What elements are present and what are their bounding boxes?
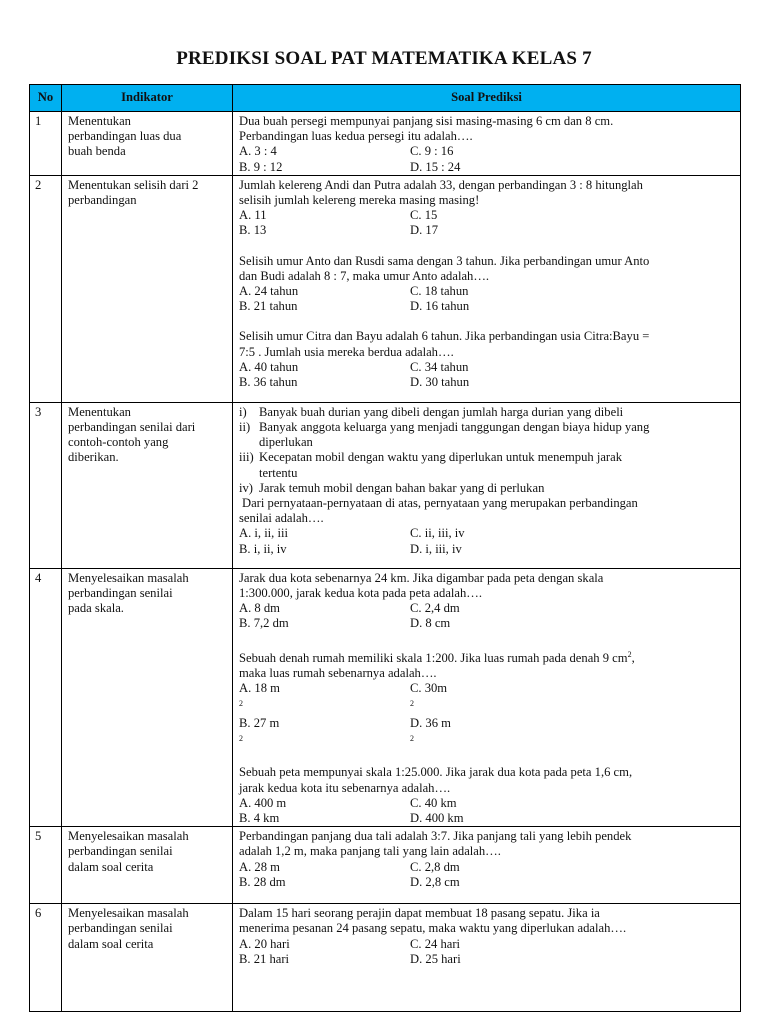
option-row bbox=[239, 284, 734, 299]
option-text: B. 27 m bbox=[239, 715, 280, 730]
option-text: D. 36 m bbox=[410, 715, 451, 730]
question-text: maka luas rumah sebenarnya adalah…. bbox=[239, 666, 437, 681]
option: C. 2,4 dm bbox=[410, 601, 460, 616]
row-number: 4 bbox=[30, 568, 62, 826]
question-text: jarak kedua kota itu sebenarnya adalah…. bbox=[239, 780, 451, 795]
option-text: A. 18 m bbox=[239, 681, 280, 696]
option-row bbox=[239, 360, 734, 375]
option: B. 21 tahun bbox=[239, 299, 298, 314]
indikator-line: buah benda bbox=[68, 144, 126, 159]
statement-item bbox=[239, 450, 734, 465]
indikator-line: perbandingan luas dua bbox=[68, 129, 182, 144]
option bbox=[239, 716, 410, 751]
indikator-line: contoh-contoh yang bbox=[68, 435, 169, 450]
option: B. 13 bbox=[239, 223, 267, 238]
option-row bbox=[239, 144, 734, 159]
page-title: PREDIKSI SOAL PAT MATEMATIKA KELAS 7 bbox=[176, 48, 592, 69]
option-row bbox=[239, 526, 734, 541]
option: A. 28 m bbox=[239, 859, 280, 874]
indikator-line: pada skala. bbox=[68, 601, 124, 616]
item-number: iv) bbox=[239, 480, 253, 495]
option: D. 15 : 24 bbox=[410, 159, 461, 174]
option-row bbox=[239, 375, 734, 390]
row-number: 5 bbox=[30, 827, 62, 904]
option-text: C. 30m bbox=[410, 681, 448, 696]
indikator-line: Menyelesaikan masalah bbox=[68, 570, 189, 585]
question-text: selisih jumlah kelereng mereka masing masing! bbox=[239, 193, 480, 208]
indikator-line: diberikan. bbox=[68, 450, 119, 465]
statement-item bbox=[239, 420, 734, 435]
option: D. 25 hari bbox=[410, 951, 461, 966]
indikator-line: dalam soal cerita bbox=[68, 859, 154, 874]
indikator-line: Menentukan bbox=[68, 404, 131, 419]
table-row-4 bbox=[30, 568, 741, 826]
header-indikator: Indikator bbox=[62, 85, 233, 112]
option: C. 2,8 dm bbox=[410, 859, 460, 874]
item-text: diperlukan bbox=[259, 435, 313, 450]
indikator-cell bbox=[62, 568, 233, 826]
option-row bbox=[239, 616, 734, 631]
item-number: i) bbox=[239, 404, 247, 419]
option bbox=[239, 681, 410, 716]
statement-item bbox=[239, 405, 734, 420]
indikator-cell bbox=[62, 402, 233, 568]
header-no: No bbox=[30, 85, 62, 112]
option: C. 18 tahun bbox=[410, 284, 469, 299]
question-text: Selisih umur Citra dan Bayu adalah 6 tahun. Jika perbandingan usia Citra:Bayu = bbox=[239, 329, 650, 344]
superscript: 2 bbox=[410, 699, 414, 709]
item-text: Kecepatan mobil dengan waktu yang diperlukan untuk menempuh jarak bbox=[259, 450, 623, 465]
table-row-5 bbox=[30, 827, 741, 904]
table-row-2 bbox=[30, 175, 741, 402]
question-text-part: Sebuah denah rumah memiliki skala 1:200. Jika luas rumah pada denah 9 cm bbox=[239, 650, 628, 665]
option: D. 30 tahun bbox=[410, 375, 470, 390]
soal-cell bbox=[233, 112, 741, 176]
soal-cell bbox=[233, 402, 741, 568]
option: B. 9 : 12 bbox=[239, 159, 283, 174]
option-row bbox=[239, 601, 734, 616]
question-text: Perbandingan luas kedua persegi itu adalah…. bbox=[239, 129, 473, 144]
row-number: 2 bbox=[30, 175, 62, 402]
superscript: 2 bbox=[410, 734, 414, 744]
table-row-1 bbox=[30, 112, 741, 176]
option: B. 21 hari bbox=[239, 951, 290, 966]
option-row bbox=[239, 952, 734, 967]
question-text: menerima pesanan 24 pasang sepatu, maka waktu yang diperlukan adalah…. bbox=[239, 921, 627, 936]
option: A. 400 m bbox=[239, 795, 287, 810]
row-number: 6 bbox=[30, 904, 62, 1012]
soal-cell bbox=[233, 568, 741, 826]
indikator-line: perbandingan senilai bbox=[68, 844, 173, 859]
header-soal: Soal Prediksi bbox=[233, 85, 741, 112]
option-row bbox=[239, 860, 734, 875]
indikator-line: perbandingan bbox=[68, 193, 137, 208]
soal-cell bbox=[233, 175, 741, 402]
indikator-cell bbox=[62, 112, 233, 176]
question-text: 7:5 . Jumlah usia mereka berdua adalah…. bbox=[239, 344, 454, 359]
superscript: 2 bbox=[239, 734, 243, 744]
indikator-line: dalam soal cerita bbox=[68, 936, 154, 951]
option bbox=[410, 716, 581, 751]
option: C. 9 : 16 bbox=[410, 144, 454, 159]
option: C. ii, iii, iv bbox=[410, 526, 465, 541]
option: A. 40 tahun bbox=[239, 359, 299, 374]
question-text bbox=[239, 647, 734, 666]
indikator-cell bbox=[62, 904, 233, 1012]
option bbox=[410, 681, 581, 716]
indikator-cell bbox=[62, 175, 233, 402]
option-row bbox=[239, 299, 734, 314]
question-text: Selisih umur Anto dan Rusdi sama dengan 3 tahun. Jika perbandingan umur Anto bbox=[239, 253, 650, 268]
option-row bbox=[239, 716, 734, 751]
option: B. 4 km bbox=[239, 811, 280, 826]
indikator-line: Menentukan bbox=[68, 114, 131, 128]
indikator-line: Menyelesaikan masalah bbox=[68, 906, 189, 921]
row-number: 1 bbox=[30, 112, 62, 176]
item-number: iii) bbox=[239, 450, 254, 465]
soal-cell bbox=[233, 827, 741, 904]
soal-cell bbox=[233, 904, 741, 1012]
option: D. 16 tahun bbox=[410, 299, 470, 314]
question-text: dan Budi adalah 8 : 7, maka umur Anto adalah…. bbox=[239, 268, 490, 283]
option: B. i, ii, iv bbox=[239, 541, 287, 556]
option: B. 36 tahun bbox=[239, 375, 298, 390]
question-text: Sebuah peta mempunyai skala 1:25.000. Jika jarak dua kota pada peta 1,6 cm, bbox=[239, 765, 633, 780]
question-text: Perbandingan panjang dua tali adalah 3:7. Jika panjang tali yang lebih pendek bbox=[239, 829, 632, 844]
question-text: adalah 1,2 m, maka panjang tali yang lain adalah…. bbox=[239, 844, 501, 859]
option: C. 24 hari bbox=[410, 936, 461, 951]
question-text: 1:300.000, jarak kedua kota pada peta adalah…. bbox=[239, 586, 483, 601]
item-text: tertentu bbox=[259, 465, 298, 480]
superscript: 2 bbox=[239, 699, 243, 709]
option: A. 24 tahun bbox=[239, 284, 299, 299]
item-text: Banyak buah durian yang dibeli dengan jumlah harga durian yang dibeli bbox=[259, 404, 624, 419]
option-row bbox=[239, 875, 734, 890]
option: A. 3 : 4 bbox=[239, 144, 277, 159]
prediction-table bbox=[29, 84, 741, 1012]
question-text-part: , bbox=[631, 650, 635, 665]
row-number: 3 bbox=[30, 402, 62, 568]
option-row bbox=[239, 796, 734, 811]
option: A. 8 dm bbox=[239, 601, 280, 616]
superscript: 2 bbox=[627, 649, 632, 659]
option: D. 400 km bbox=[410, 811, 464, 826]
indikator-line: Menyelesaikan masalah bbox=[68, 829, 189, 844]
question-text: Dalam 15 hari seorang perajin dapat membuat 18 pasang sepatu. Jika ia bbox=[239, 906, 600, 921]
option: D. 8 cm bbox=[410, 616, 451, 631]
option: D. i, iii, iv bbox=[410, 541, 462, 556]
item-number: ii) bbox=[239, 420, 251, 435]
indikator-cell bbox=[62, 827, 233, 904]
option-row bbox=[239, 811, 734, 826]
item-text: Jarak temuh mobil dengan bahan bakar yang di perlukan bbox=[259, 480, 545, 495]
option: C. 15 bbox=[410, 208, 438, 223]
indikator-line: perbandingan senilai bbox=[68, 921, 173, 936]
option: A. 20 hari bbox=[239, 936, 290, 951]
option: A. 11 bbox=[239, 208, 267, 223]
table-header-row bbox=[30, 85, 741, 112]
indikator-line: perbandingan senilai dari bbox=[68, 420, 196, 435]
table-row-6 bbox=[30, 904, 741, 1012]
question-text: Dua buah persegi mempunyai panjang sisi masing-masing 6 cm dan 8 cm. bbox=[239, 114, 614, 128]
question-text: Dari pernyataan-pernyataan di atas, pernyataan yang merupakan perbandingan bbox=[242, 496, 638, 511]
option: B. 28 dm bbox=[239, 874, 286, 889]
option: D. 2,8 cm bbox=[410, 874, 460, 889]
option-row bbox=[239, 681, 734, 716]
question-text: senilai adalah…. bbox=[239, 511, 324, 526]
item-text: Banyak anggota keluarga yang menjadi tanggungan dengan biaya hidup yang bbox=[259, 420, 650, 435]
question-text: Jumlah kelereng Andi dan Putra adalah 33, dengan perbandingan 3 : 8 hitunglah bbox=[239, 177, 643, 192]
option: B. 7,2 dm bbox=[239, 616, 289, 631]
option-row bbox=[239, 542, 734, 557]
indikator-line: perbandingan senilai bbox=[68, 586, 173, 601]
option: A. i, ii, iii bbox=[239, 526, 288, 541]
option-row bbox=[239, 223, 734, 238]
option-row bbox=[239, 160, 734, 175]
statement-item bbox=[239, 481, 734, 496]
option-row bbox=[239, 937, 734, 952]
option: D. 17 bbox=[410, 223, 438, 238]
table-row-3 bbox=[30, 402, 741, 568]
option: C. 34 tahun bbox=[410, 359, 469, 374]
question-text: Jarak dua kota sebenarnya 24 km. Jika digambar pada peta dengan skala bbox=[239, 570, 604, 585]
option: C. 40 km bbox=[410, 795, 457, 810]
option-row bbox=[239, 208, 734, 223]
indikator-line: Menentukan selisih dari 2 bbox=[68, 177, 199, 192]
